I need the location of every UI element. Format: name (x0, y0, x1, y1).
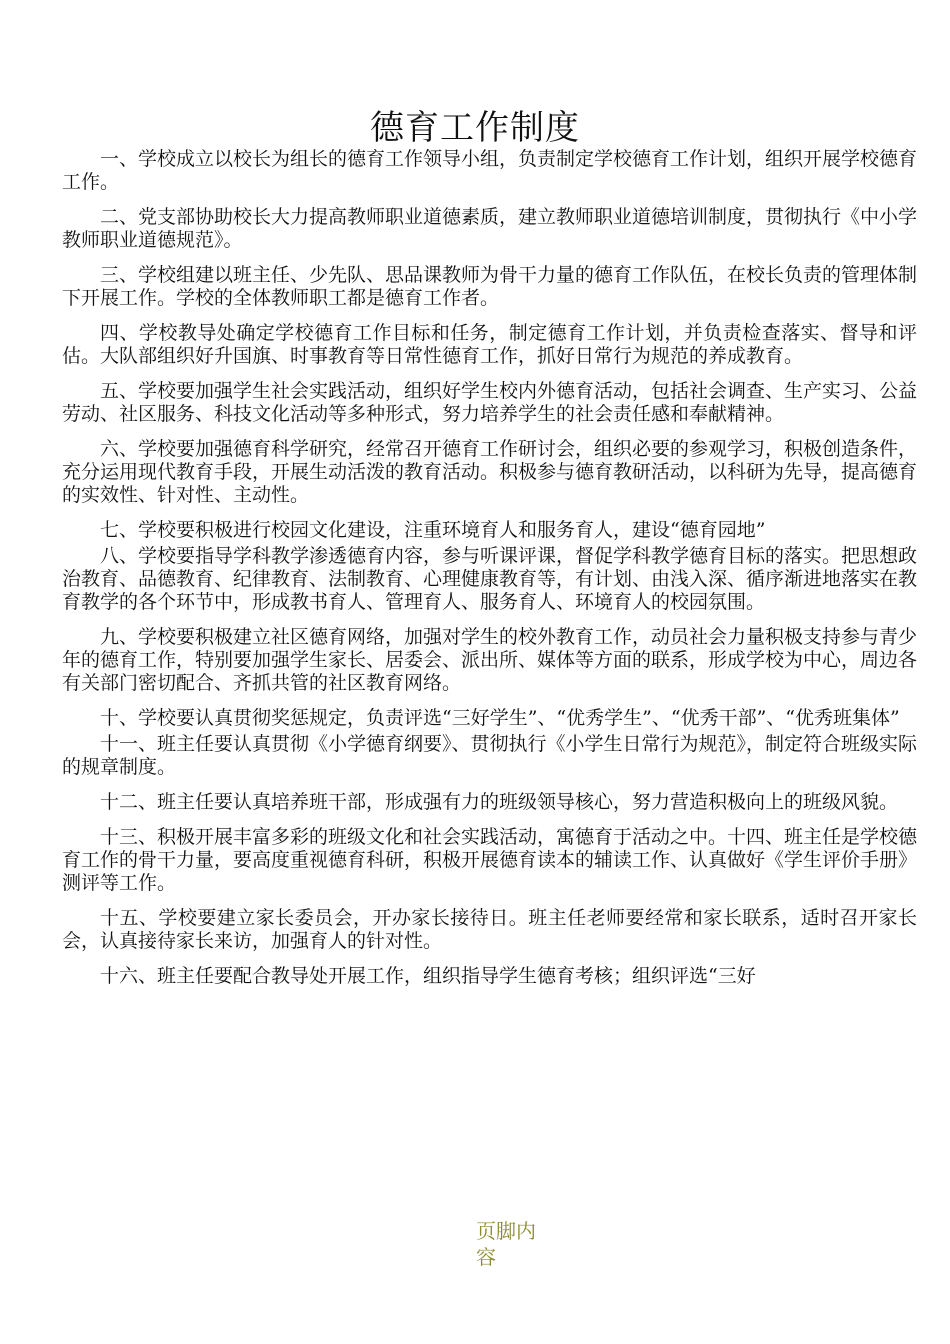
paragraph-14: 十五、学校要建立家长委员会，开办家长接待日。班主任老师要经常和家长联系，适时召开家长会，认真接待家长来访，加强育人的针对性。 (62, 907, 917, 952)
paragraph-5: 五、学校要加强学生社会实践活动，组织好学生校内外德育活动，包括社会调查、生产实习、公益劳动、社区服务、科技文化活动等多种形式，努力培养学生的社会责任感和奉献精神。 (62, 380, 918, 425)
document-body (62, 148, 917, 1000)
paragraph-3: 三、学校组建以班主任、少先队、思品课教师为骨干力量的德育工作队伍，在校长负责的管理体制下开展工作。学校的全体教师职工都是德育工作者。 (62, 264, 918, 309)
page-footer: 页脚内容 (476, 1219, 536, 1269)
paragraph-13: 十三、积极开展丰富多彩的班级文化和社会实践活动，寓德育于活动之中。十四、班主任是学校德育工作的骨干力量，要高度重视德育科研，积极开展德育读本的辅读工作、认真做好《学生评价手册》测评等工作。 (62, 826, 918, 894)
paragraph-1: 一、学校成立以校长为组长的德育工作领导小组，负责制定学校德育工作计划，组织开展学校德育工作。 (62, 148, 918, 193)
paragraph-15: 十六、班主任要配合教导处开展工作，组织指导学生德育考核；组织评选“三好 (100, 965, 756, 987)
paragraph-11: 十一、班主任要认真贯彻《小学德育纲要》、贯彻执行《小学生日常行为规范》，制定符合班级实际的规章制度。 (62, 733, 918, 778)
paragraph-8: 八、学校要指导学科教学渗透德育内容，参与听课评课，督促学科教学德育目标的落实。把思想政治教育、品德教育、纪律教育、法制教育、心理健康教育等，有计划、由浅入深、循序渐进地落实在教育教学的各个环节中，形成教书育人、管理育人、服务育人、环境育人的校园氛围。 (62, 545, 918, 613)
paragraph-2: 二、党支部协助校长大力提高教师职业道德素质，建立教师职业道德培训制度，贯彻执行《中小学教师职业道德规范》。 (62, 206, 918, 251)
paragraph-4: 四、学校教导处确定学校德育工作目标和任务，制定德育工作计划，并负责检查落实、督导和评估。大队部组织好升国旗、时事教育等日常性德育工作，抓好日常行为规范的养成教育。 (62, 322, 917, 367)
paragraph-7: 七、学校要积极进行校园文化建设，注重环境育人和服务育人，建设“德育园地” (100, 519, 766, 541)
paragraph-6: 六、学校要加强德育科学研究，经常召开德育工作研讨会，组织必要的参观学习，积极创造条件，充分运用现代教育手段，开展生动活泼的教育活动。积极参与德育教研活动，以科研为先导，提高德育的实效性、针对性、主动性。 (62, 438, 918, 506)
paragraph-9: 九、学校要积极建立社区德育网络，加强对学生的校外教育工作，动员社会力量积极支持参与青少年的德育工作，特别要加强学生家长、居委会、派出所、媒体等方面的联系，形成学校为中心，周边各有关部门密切配合、齐抓共管的社区教育网络。 (62, 626, 918, 694)
paragraph-10: 十、学校要认真贯彻奖惩规定，负责评选“三好学生”、“优秀学生”、“优秀干部”、“优秀班集体” (100, 707, 900, 729)
document-title: 德育工作制度 (370, 108, 580, 148)
paragraph-12: 十二、班主任要认真培养班干部，形成强有力的班级领导核心，努力营造积极向上的班级风貌。 (100, 791, 899, 813)
